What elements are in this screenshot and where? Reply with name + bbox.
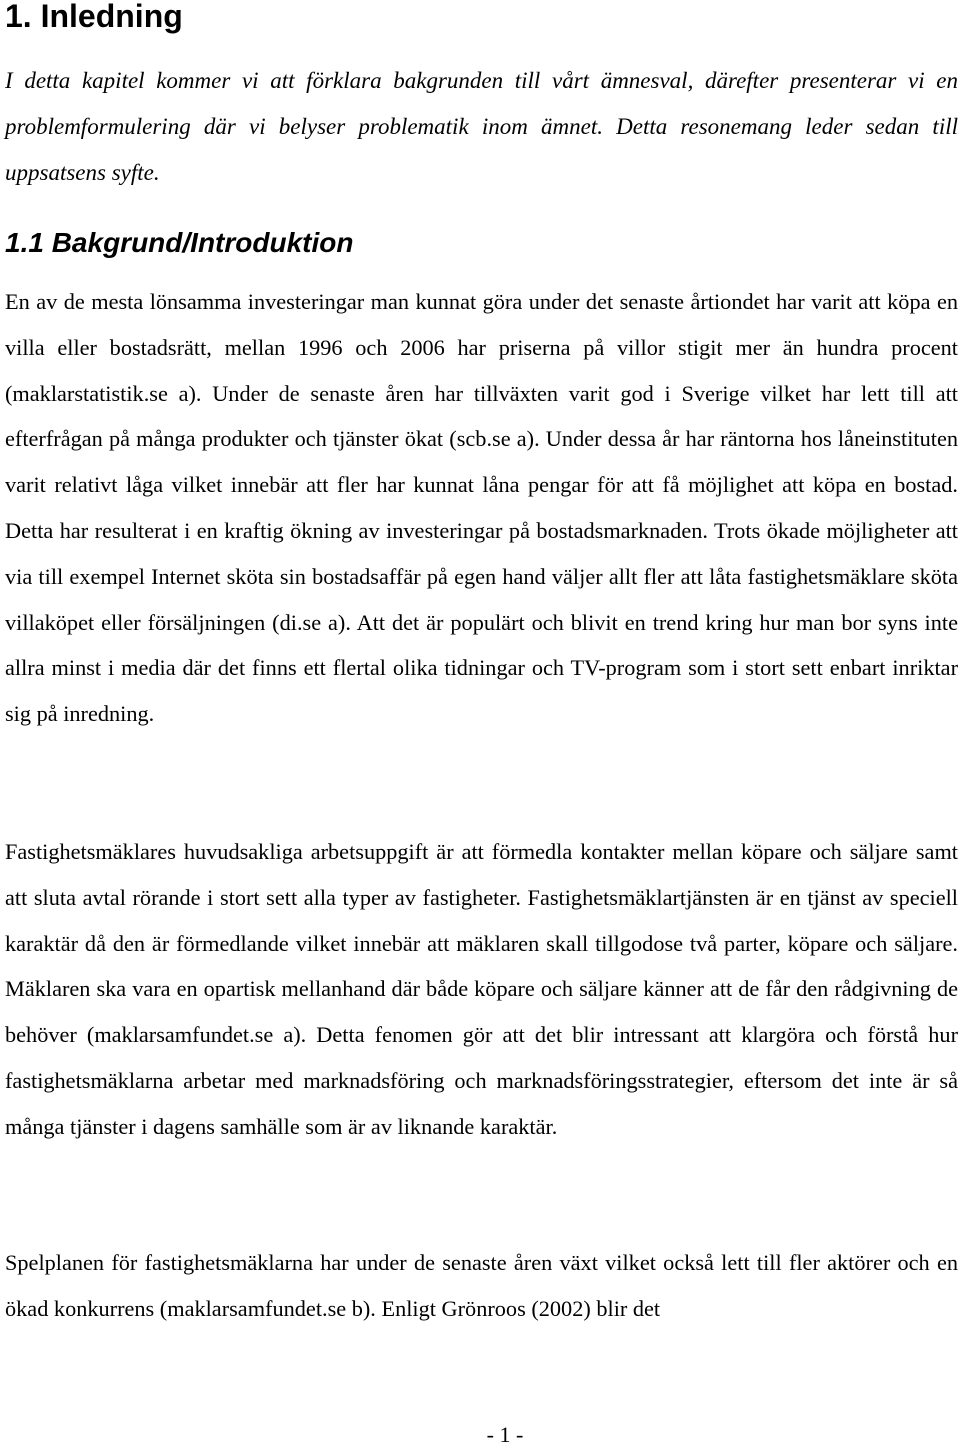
paragraph-realtor-role: Fastighetsmäklares huvudsakliga arbetsuppgift är att förmedla kontakter mellan köpare och säljare samt att sluta avtal rörande i stort sett alla typer av fastigheter. Fastighetsmäklartjänsten är en tjänst av speciell karaktär då den är förmedlande vilket innebär att mäklaren skall tillgodose två parter, köpare och säljare. Mäklaren ska vara en opartisk mellanhand där både köpare och säljare känner att de får den rådgivning de behöver (maklarsamfundet.se a). Detta fenomen gör att det blir intressant att klargöra och förstå hur fastighetsmäklarna arbetar med marknadsföring och marknadsföringsstrategier, eftersom det inte är så många tjänster i dagens samhälle som är av liknande karaktär. <box>5 839 958 1139</box>
paragraph-competition: Spelplanen för fastighetsmäklarna har under de senaste åren växt vilket också lett till fler aktörer och en ökad konkurrens (maklarsamfundet.se b). Enligt Grönroos (2002) blir det <box>5 1250 958 1321</box>
chapter-heading: 1. Inledning <box>5 0 183 34</box>
page-number: - 1 - <box>486 1422 524 1447</box>
paragraph-background: En av de mesta lönsamma investeringar man kunnat göra under det senaste årtiondet har varit att köpa en villa eller bostadsrätt, mellan 1996 och 2006 har priserna på villor stigit mer än hundra procent (maklarstatistik.se a). Under de senaste åren har tillväxten varit god i Sverige vilket har lett till att efterfrågan på många produkter och tjänster ökat (scb.se a). Under dessa år har räntorna hos låneinstituten varit relativt låga vilket innebär att fler har kunnat låna pengar för att få möjlighet att köpa en bostad. Detta har resulterat i en kraftig ökning av investeringar på bostadsmarknaden. Trots ökade möjligheter att via till exempel Internet sköta sin bostadsaffär på egen hand väljer allt fler att låta fastighetsmäklare sköta villaköpet eller försäljningen (di.se a). Att det är populärt och blivit en trend kring hur man bor syns inte allra minst i media där det finns ett flertal olika tidningar och TV-program som i stort sett enbart inriktar sig på inredning. <box>5 289 958 727</box>
chapter-intro: I detta kapitel kommer vi att förklara bakgrunden till vårt ämnesval, därefter presenterar vi en problemformulering där vi belyser problematik inom ämnet. Detta resonemang leder sedan till uppsatsens syfte. <box>5 68 958 185</box>
section-heading: 1.1 Bakgrund/Introduktion <box>5 227 354 258</box>
